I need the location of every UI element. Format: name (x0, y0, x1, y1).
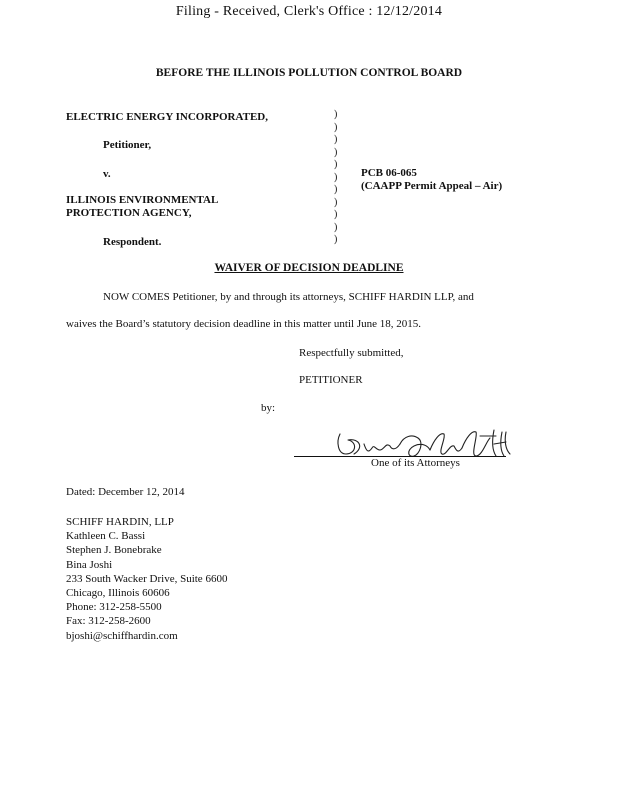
paren: ) (334, 159, 338, 170)
body-line-1: NOW COMES Petitioner, by and through its attorneys, SCHIFF HARDIN LLP, and (103, 291, 474, 303)
street-address: 233 South Wacker Drive, Suite 6600 (66, 572, 228, 585)
filing-stamp-header: Filing - Received, Clerk's Office : 12/12/2014 (175, 4, 443, 19)
attorney-name: Kathleen C. Bassi (66, 530, 146, 543)
paren: ) (334, 171, 338, 183)
firm-name: SCHIFF HARDIN, LLP (66, 516, 174, 528)
document-heading: WAIVER OF DECISION DEADLINE (214, 262, 404, 274)
party-designation: PETITIONER (299, 374, 363, 386)
attorney-name: Stephen J. Bonebrake (66, 544, 162, 557)
attorney-name: Bina Joshi (66, 558, 113, 571)
paren: ) (334, 184, 338, 195)
email-address: bjoshi@schiffhardin.com (66, 629, 178, 642)
paren: ) (334, 234, 338, 245)
phone-number: Phone: 312-258-5500 (66, 601, 162, 614)
paren: ) (334, 109, 338, 120)
paren: ) (334, 221, 338, 233)
paren: ) (334, 209, 338, 220)
paren: ) (334, 134, 338, 145)
board-title: BEFORE THE ILLINOIS POLLUTION CONTROL BOARD (155, 67, 463, 79)
body-line-2: waives the Board’s statutory decision deadline in this matter until June 18, 2015. (66, 318, 421, 330)
petitioner-role: Petitioner, (103, 139, 152, 151)
paren: ) (334, 121, 338, 133)
respondent-name-line1: ILLINOIS ENVIRONMENTAL (66, 194, 219, 206)
by-label: by: (261, 402, 276, 414)
petitioner-name: ELECTRIC ENERGY INCORPORATED, (66, 111, 268, 123)
paren: ) (334, 196, 338, 208)
signature-caption: One of its Attorneys (371, 457, 460, 469)
fax-number: Fax: 312-258-2600 (66, 615, 151, 628)
paren: ) (334, 146, 338, 158)
date-line: Dated: December 12, 2014 (66, 486, 185, 498)
respectfully-submitted: Respectfully submitted, (299, 347, 404, 359)
case-number: PCB 06-065 (361, 167, 417, 179)
versus: v. (103, 168, 111, 180)
city-state-zip: Chicago, Illinois 60606 (66, 586, 170, 599)
respondent-role: Respondent. (103, 236, 162, 248)
firm-address-block (66, 515, 227, 643)
case-type: (CAAPP Permit Appeal – Air) (361, 180, 503, 192)
respondent-name-line2: PROTECTION AGENCY, (66, 207, 192, 219)
caption-parentheses (334, 109, 337, 247)
